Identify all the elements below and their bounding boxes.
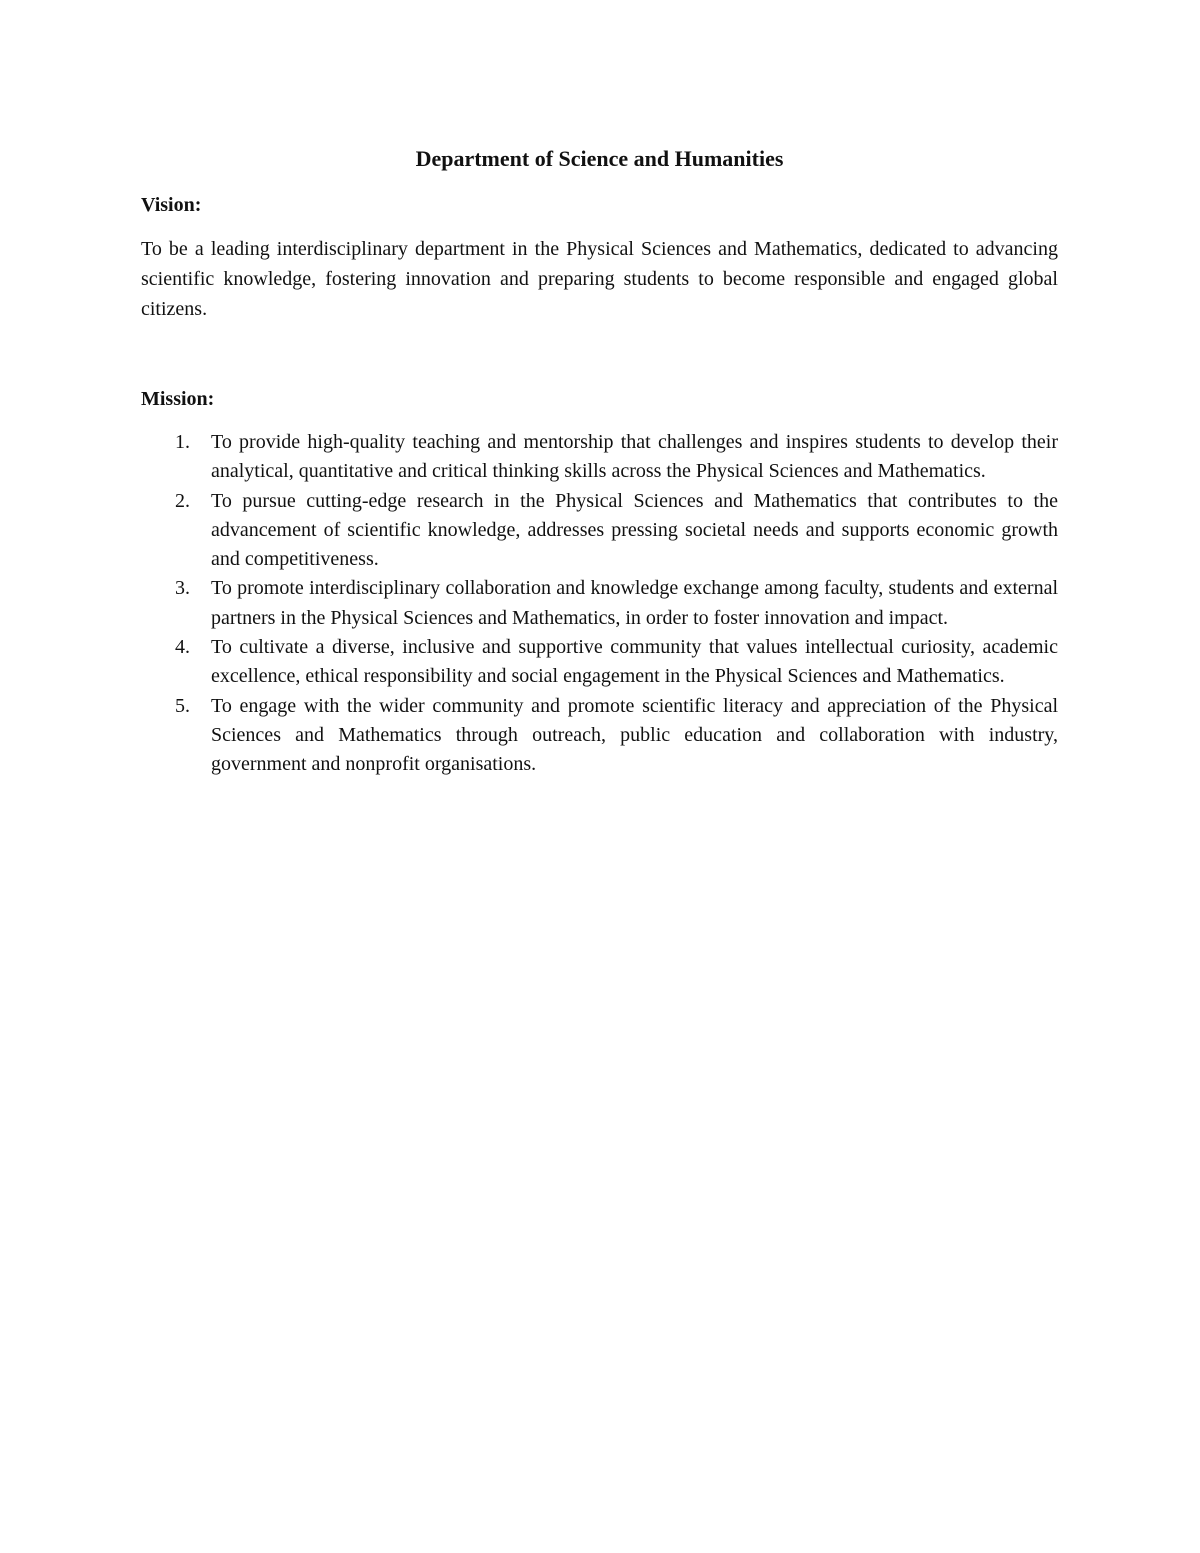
mission-item xyxy=(141,428,1058,487)
mission-item-text: To pursue cutting-edge research in the Physical Sciences and Mathematics that contributes to the advancement of scientific knowledge, addresses pressing societal needs and supports economic growth and competitiveness. xyxy=(211,489,1058,571)
mission-heading: Mission: xyxy=(141,388,215,410)
section-spacer xyxy=(141,324,1058,384)
mission-item-number: 3. xyxy=(175,577,190,600)
mission-item xyxy=(141,487,1058,575)
mission-item-text: To engage with the wider community and promote scientific literacy and appreciation of the Physical Sciences and Mathematics through outreach, public education and collaboration with industry, government and nonprofit organisations. xyxy=(211,694,1058,776)
document-content xyxy=(141,140,1058,780)
mission-item-number: 2. xyxy=(175,489,190,512)
vision-heading: Vision: xyxy=(141,194,202,216)
mission-item-text: To cultivate a diverse, inclusive and supportive community that values intellectual curiosity, academic excellence, ethical responsibility and social engagement in the Physical Sciences and Mathematics. xyxy=(211,636,1058,688)
document-title: Department of Science and Humanities xyxy=(415,146,784,171)
mission-item-number: 1. xyxy=(175,431,190,453)
mission-list xyxy=(141,428,1058,780)
mission-item xyxy=(141,574,1058,633)
mission-item-number: 5. xyxy=(175,694,190,717)
mission-item-text: To provide high-quality teaching and mentorship that challenges and inspires students to develop their analytical, quantitative and critical thinking skills across the Physical Sciences and Mathematics. xyxy=(211,431,1058,483)
mission-item xyxy=(141,692,1058,780)
mission-item xyxy=(141,633,1058,692)
mission-item-text: To promote interdisciplinary collaboration and knowledge exchange among faculty, students and external partners in the Physical Sciences and Mathematics, in order to foster innovation and impact. xyxy=(211,577,1058,629)
vision-text: To be a leading interdisciplinary department in the Physical Sciences and Mathematics, dedicated to advancing scientific knowledge, fostering innovation and preparing students to become responsible and engaged global citizens. xyxy=(141,238,1058,320)
mission-item-number: 4. xyxy=(175,636,190,659)
